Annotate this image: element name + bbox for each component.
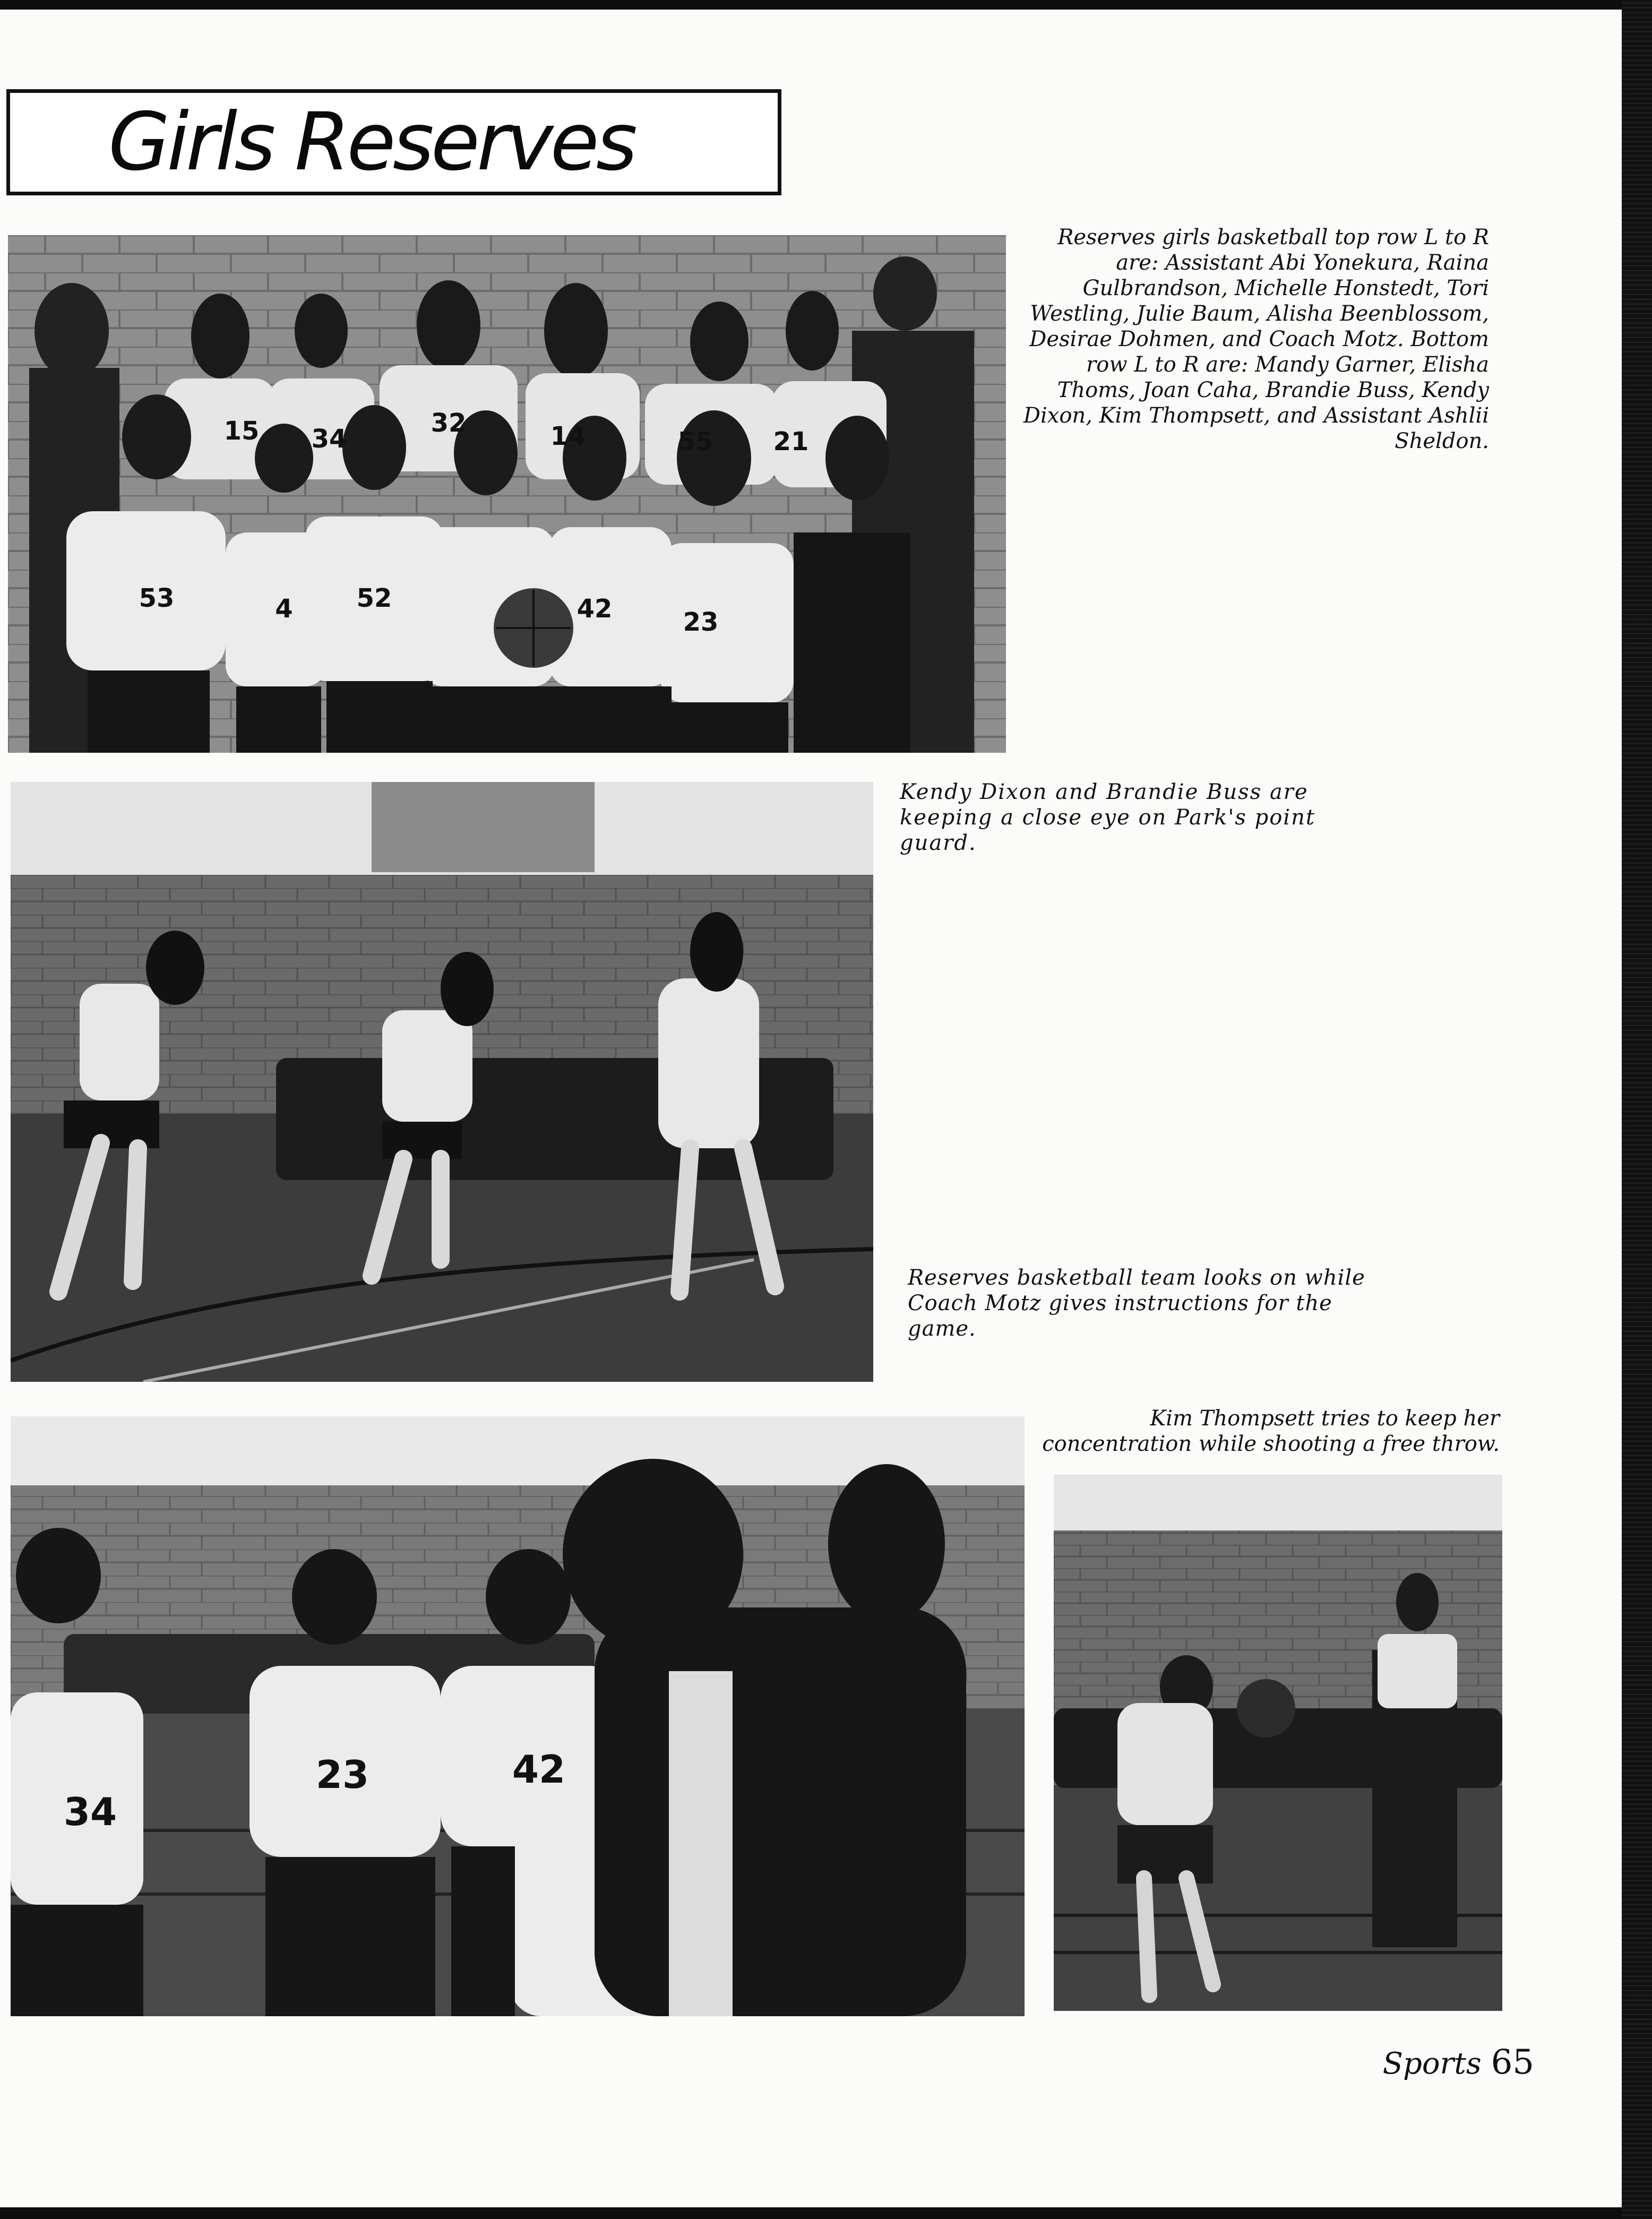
- jersey-number: 42: [577, 594, 613, 624]
- jersey-number: 53: [139, 583, 175, 613]
- jersey-number: 21: [773, 427, 809, 457]
- jersey-number: 34: [311, 424, 347, 454]
- jersey-number: 4: [275, 594, 293, 624]
- team-looks-on-caption: Reserves basketball team looks on while Coach Motz gives instructions for the game.: [908, 1266, 1365, 1341]
- free-throw-caption: Kim Thompsett tries to keep her concentration while shooting a free throw.: [1042, 1406, 1500, 1456]
- jersey-number: 23: [683, 607, 719, 637]
- jersey-number: 23: [315, 1752, 369, 1797]
- game-action-photo: [11, 782, 873, 1382]
- page-title: Girls Reserves: [108, 96, 634, 188]
- jersey-number: 34: [63, 1790, 117, 1834]
- yearbook-page: [0, 10, 1622, 2207]
- coach-instructions-photo: [11, 1416, 1025, 2016]
- jersey-number: 42: [512, 1747, 566, 1792]
- jersey-number: 14: [550, 422, 586, 451]
- game-action-illustration: [11, 782, 873, 1382]
- team-portrait-illustration: [8, 235, 1006, 753]
- free-throw-photo: [1054, 1475, 1502, 2011]
- team-portrait-photo: [8, 235, 1006, 753]
- page-number: 65: [1491, 2043, 1534, 2082]
- jersey-number: 15: [223, 416, 260, 446]
- jersey-number: 55: [677, 427, 713, 457]
- defense-photo-caption: Kendy Dixon and Brandie Buss are keeping a close eye on Park's point guard.: [900, 780, 1315, 855]
- section-name: Sports: [1382, 2046, 1482, 2081]
- free-throw-illustration: [1054, 1475, 1502, 2011]
- jersey-number: 32: [431, 408, 467, 438]
- page-folio: [1311, 2043, 1534, 2082]
- team-photo-caption: Reserves girls basketball top row L to R are: Assistant Abi Yonekura, Raina Gulbrandson, Michelle Honstedt, Tori Westling, Julie Baum, Alisha Beenblossom, Desirae Dohmen, and Coach Motz. Bottom row L to R are: Mandy Garner, Elisha Thoms, Joan Caha, Brandie Buss, Kendy Dixon, Kim Thompsett, and Assistant Ashlii Sheldon.: [1023, 225, 1489, 453]
- coach-instructions-illustration: [11, 1416, 1025, 2016]
- title-box: [6, 89, 781, 195]
- jersey-number: 52: [356, 583, 392, 613]
- page-edge-shadow: [1622, 0, 1652, 2219]
